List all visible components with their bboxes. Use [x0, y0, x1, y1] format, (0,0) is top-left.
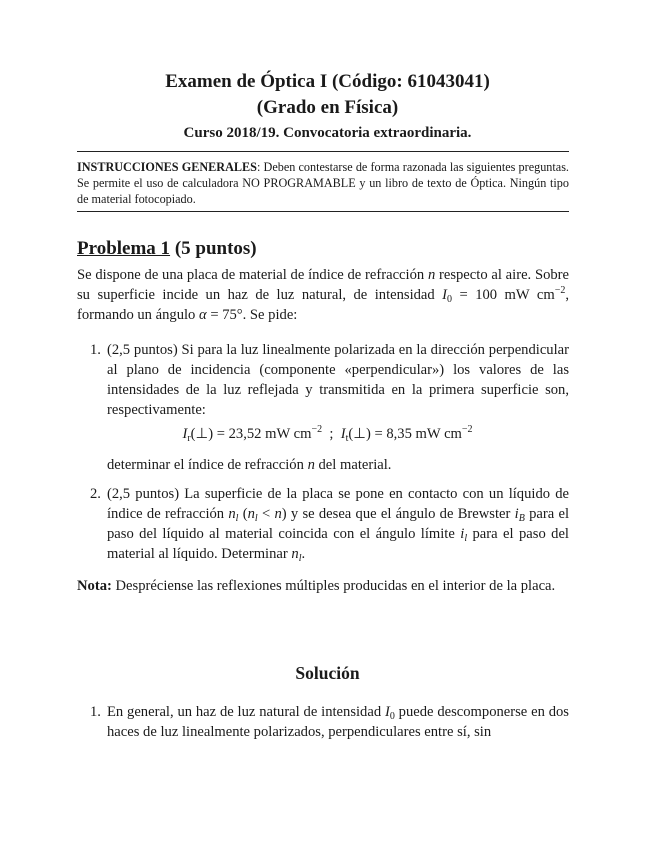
intro-text-a: Se dispone de una placa de material de índice de refracción [77, 267, 428, 283]
question-2 [77, 484, 569, 564]
problem-intro: Se dispone de una placa de material de índice de refracción n respecto al aire. Sobre su superficie incide un haz de luz natural, de intensidad $I_0 = 100$ mW $cm^{-2}$, formando un ángulo α = 75°. Se pide: [77, 267, 570, 323]
q1-end-a: determinar el índice de refracción [107, 457, 308, 473]
divider-top [77, 151, 569, 152]
note [77, 576, 569, 596]
problem-title: Problema 1 [77, 238, 171, 259]
q2-text-d: para el paso del material al líquido. Determinar [107, 526, 569, 562]
general-instructions [77, 159, 569, 207]
intro-text-e: = 75°. Se pide: [206, 307, 298, 323]
instructions-text: : Deben contestarse de forma razonada las siguientes preguntas. Se permite el uso de calculadora NO PROGRAMABLE y un libro de texto de Óptica. Ningún tipo de material fotocopiado. [77, 160, 569, 206]
q1-end-b: del material. [314, 457, 392, 473]
s1-text-a: En general, un haz de luz natural de intensidad [107, 704, 385, 720]
problem-heading [77, 238, 257, 260]
exam-title: Examen de Óptica I (Código: 61043041) [165, 71, 490, 92]
course-line: Curso 2018/19. Convocatoria extraordinaria. [183, 125, 472, 141]
eq-reflected: (⊥) = 23,52 mW cm [190, 426, 312, 442]
note-text: Despréciense las reflexiones múltiples producidas en el interior de la placa. [111, 578, 556, 594]
q2-text-b: y se desea que el ángulo de Brewster [286, 506, 515, 522]
eq-transmitted: (⊥) = 8,35 mW cm [348, 426, 462, 442]
question-1-conclusion: determinar el índice de refracción n del material. [107, 457, 392, 473]
intro-text-d: , formando un ángulo [77, 287, 570, 323]
solution-item-1 [77, 702, 569, 742]
question-1 [77, 340, 569, 420]
q2-text-a: (2,5 puntos) La superficie de la placa se pone en contacto con un líquido de índice de refracción [107, 486, 569, 522]
s1-text-b: puede descomponerse en dos haces de luz linealmente polarizados, perpendiculares entre sí, sin [107, 704, 569, 740]
solution-number: 1. [90, 704, 101, 720]
note-label: Nota: [77, 578, 112, 594]
question-number: 1. [90, 342, 101, 358]
question-1-text: (2,5 puntos) Si para la luz linealmente polarizada en la dirección perpendicular al plano de incidencia (componente «perpendicular») los valores de las intensidades de la luz reflejada y transmitida en la primera superficie son, respectivamente: [107, 342, 569, 418]
solution-heading: Solución [295, 663, 360, 683]
intro-text-c: = 100 mW cm [452, 287, 555, 303]
divider-bottom [77, 211, 569, 212]
problem-points: (5 puntos) [174, 238, 257, 259]
question-2-text: (2,5 puntos) La superficie de la placa se pone en contacto con un líquido de índice de refracción $n_l$ $(n_l < n)$ y se desea que el ángulo de Brewster $i_B$ para el paso del líquido al material coincida con el ángulo límite $i_l$ para el paso del material al líquido. Determinar $n_l$. [107, 486, 570, 564]
intro-text-b: respecto al aire. Sobre su superficie incide un haz de luz natural, de intensidad [77, 267, 569, 303]
instructions-label: INSTRUCCIONES GENERALES [77, 160, 257, 174]
solution-1-text: En general, un haz de luz natural de intensidad $I_0$ puede descomponerse en dos haces de luz linealmente polarizados, perpendiculares entre sí, sin [107, 704, 569, 740]
exam-subtitle: (Grado en Física) [256, 97, 399, 118]
q2-text-c: para el paso del líquido al material coincida con el ángulo límite [107, 506, 570, 542]
intensity-equation: $I_r(\perp) = 23,52$ mW $cm^{-2}$ ; $I_t(\perp) = 8,35$ mW $cm^{-2}$ [182, 424, 473, 444]
question-number: 2. [90, 486, 101, 502]
